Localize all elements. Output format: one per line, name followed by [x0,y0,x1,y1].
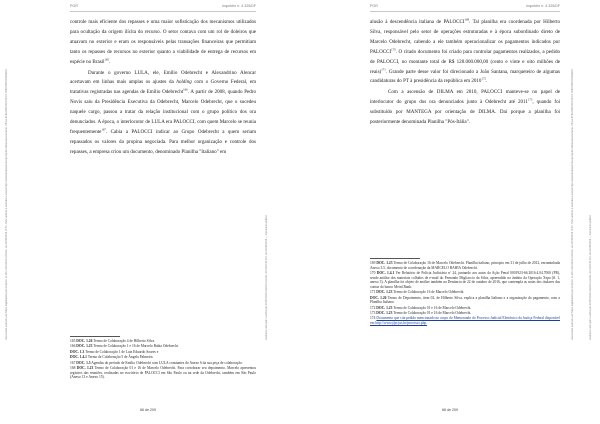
body-text [370,18,560,129]
page-header [370,4,560,16]
header-court: PGR [70,4,78,8]
italic-term: holding [176,79,192,86]
footnote: 171 DOC. 1.23 Termo de Colaboração 16 de Marcelo Odebrecht. [370,290,465,295]
signature-sidebar: Documento assinado via Token digitalmente por RAQUEL ELIAS FERREIRA DODGE, em 04/09/2018 14:51. Para verificar a assinatura acesse http://www.transparencia.mpf.mp.br/validacaodocumento. Chave 8C9AFAB6.5E4F0C1D.D3B24B6B.9C8A8A7E [571,68,574,340]
footnote: 169 DOC. 1.23 Termo de Colaboração 16 de Marcelo Odebrecht. Planilha italiano, principio em 31 de julho de 2012, encaminhada Anexo 3.5, documento de coordenação da MARCELO BAHIA Odebrecht. [370,261,560,270]
header-divider [70,11,256,12]
footnote-mark[interactable]: 167 [101,127,106,132]
footnote-mark[interactable]: 169 [464,17,470,22]
paragraph: Com a ascensão de DILMA em 2010, PALOCCI manteve-se no papel de interlocutor do grupo dos ora denunciados junto à Odebrecht até 2011$^{173}$, quando foi substituído por MANTEGA por orientação de DILMA. Daí porque a planilha foi posteriormente denominada Planilha "Pós-Itália". [370,89,560,126]
paragraph: alusão à descendência italiana de PALOCCI$^{169}$. Tal planilha era coordenada por Hilberto Silva, responsável pelo setor de operações estruturadas e à época subordinado direto de Marcelo Odebrecht, cabendo a ele também operacionalizar os pagamentos indicados por PALOCCI$^{170}$. O citado documento foi criado para controlar pagamentos realizados, a pedido de PALOCCI, no montante total de R$ 128.000.000,00 (cento e vinte e oito milhões de reais)$^{171}$. Grande parte desse valor foi direcionado a João Santana, marqueteiro de algumas candidaturas do PT à presidência da república em 2010$^{172}$. [370,17,560,85]
header-divider [370,11,560,12]
footnote-mark[interactable]: 165 [104,56,109,61]
footnotes [70,339,256,381]
footnote: 166 DOC. 1.23 Termo de Colaboração 1 e 16 de Marcelo Bahia Odebrecht. [70,344,179,349]
footnote: DOC. 1.4.1 Termo de Colaboração 5 de Ângela Palmeira. [70,355,154,360]
footnote-mark[interactable]: 170 [391,47,396,52]
footnote: 170 DOC. 1.4.1 Ver Relatório de Polícia Judiciária nº 24, juntando aos autos da Ação Penal 0001923-66.2016.4.04.7000 (PR), sendo análise dos materiais colhidos de e-mail do Fernando Migliaccio da Silva, apreendido no âmbito da Operação Xepa (fl. 1, anexo 3). A planilha foi objeto de análise também na Denúncia de 22 de outubro de 2016, que contempla as notas dos titulares das contas do banco Meinl Bank. [370,270,560,289]
footnote: DOC. 1.3 Termo de Colaboração 1 de Luiz Eduardo Soares e [70,349,159,354]
footnote-mark[interactable]: 171 [381,66,386,71]
footnote: 173 DOC. 1.23 Termo de Colaboração 01 e 16 de Marcelo Odebrecht. [370,310,472,315]
footnote-mark[interactable]: 166 [183,87,188,92]
footnote-mark[interactable]: 172 [481,76,486,81]
page-number: 66 de 209 [140,408,156,412]
header-process: Inquérito n. 4.325/DF [222,4,256,8]
footnote: 174 Documento que cita pedido mencionado no corpo do Memorando do Processo Judicial Eletrônico da Justiça Federal disponível em http://www.jfpr.jus.br/processo.php. [370,316,560,325]
footnote: DOC. 1.26 Termo de Depoimento, item 02, de Hilberto Silva, explica a planilha Italiano e a organização do pagamento, com a Planilha Italiano. [370,295,560,305]
header-court: PGR [370,4,378,8]
footnote: 167 DOC. 1.5 Agendas do período de Emílio Odebrecht com LULA constantes do Anexo 6 da sua peça de colaboração. [70,360,243,365]
page-header [70,4,256,16]
right-page [300,0,600,424]
paragraph: Durante o governo LULA, ele, Emílio Odebrecht e Alexandrino Alencar acertavam em linhas mais amplas os ajustes da holding com o Governo Federal, em tratativas registradas nas agendas de Emílio Odebrecht$^{166}$. A partir de 2008, quando Pedro Novis saiu da Presidência Executiva da Odebrecht, Marcelo Odebrecht, que o sucedeu naquele cargo, passou a tratar da relação institucional com o grupo político dos ora denunciados. A época, o interlocutor de LULA era PALOCCI, com quem Marcelo se reunia frequentemente$^{167}$. Cabia a PALOCCI indicar ao Grupo Odebrecht a quem seriam repassados os valores da propina negociada. Para melhor organização e controle dos repasses, a empresa criou um documento, denominado Planilha "Italiano" em [70,69,257,155]
paragraph: controle mais eficiente dos repasses e uma maior sofisticação dos mecanismos utilizados para ocultação da origem ilícita do recurso. O setor contava com um rol de doleiros que atuavam no exterior e eram os responsáveis pelas transações financeiras que permitiam tanto os repasses de recursos no exterior quanto a viabilidade de entrega de recursos em espécie no Brasil$^{165}$. [70,19,256,65]
header-process: Inquérito n. 4.325/DF [526,4,560,8]
footnote-mark[interactable]: 173 [527,97,533,102]
page-number: 66 de 209 [442,408,458,412]
footnote-link[interactable]: Documento que cita pedido mencionado no corpo do Memorando do Processo Judicial Eletrônico da Justiça Federal disponível em http://www.jfpr.jus.br/processo.php. [370,316,560,325]
footnote: 172 DOC. 1.23 Termo de Colaboração 01 e 16 de Marcelo Odebrecht. [370,305,472,310]
footnote: 165 DOC. 1.26 Termo de Colaboração 4 de Hilberto Silva. [70,339,155,343]
footnote-rule [370,258,420,259]
signature-sidebar: Documento assinado via Token digitalmente por RAQUEL ELIAS FERREIRA DODGE, em 04/09/2018 14:51. Para verificar a assinatura acesse http://www.transparencia.mpf.mp.br/validacaodocumento. Chave 8C9AFAB6.5E4F0C1D.D3B24B6B.9C8A8A7E [5,68,8,340]
body-text [70,18,256,159]
footnotes [370,261,560,326]
signature-sidebar: Assinado com login e senha por SUBPROCURADOR-GERAL DA REPÚBLICA, em 04/09/2018 — documento público [265,215,268,340]
footnote: 168 DOC. 1.23 Termo de Colaboração 01 e 16 de Marcelo Odebrecht. Para corroborar seu depoimento, Marcelo apresentou registros das reuniões, realizadas no escritório de PALOCCI em São Paulo ou na sede da Odebrecht, também em São Paulo (Anexo 13 e Anexo 15). [70,365,256,380]
signature-sidebar: Assinado com login e senha por SUBPROCURADOR-GERAL DA REPÚBLICA, em 04/09/2018 — documento público [589,215,592,340]
footnote-rule [70,336,120,337]
